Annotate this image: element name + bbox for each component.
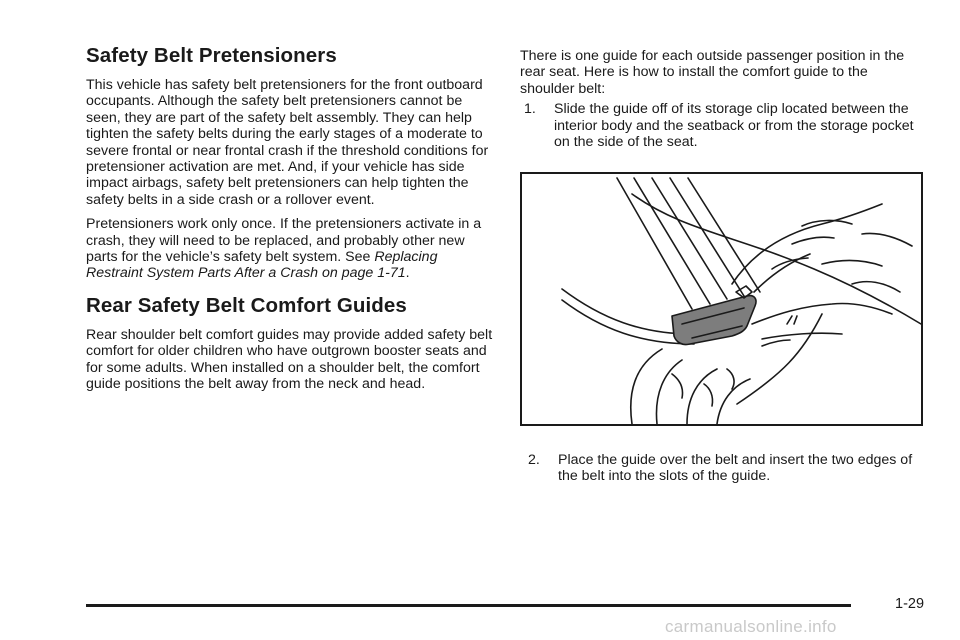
step-1 (524, 101, 924, 150)
step-number: 2. (528, 452, 540, 468)
page-number: 1-29 (895, 596, 925, 612)
comfort-guide-illustration (520, 172, 923, 426)
step-number: 1. (524, 101, 536, 118)
step-text: Place the guide over the belt and insert the two edges of the belt into the slots of the guide. (558, 452, 913, 485)
section-title-pretensioners: Safety Belt Pretensioners (86, 44, 337, 67)
paragraph-end: . (405, 265, 410, 282)
cross-reference-link[interactable]: Replacing Restraint System Parts After a Crash on page 1-71 (86, 249, 438, 282)
illustration-svg (522, 174, 921, 424)
install-steps-continued (524, 452, 924, 485)
step-2 (528, 452, 924, 485)
paragraph-guide-intro: There is one guide for each outside passenger position in the rear seat. Here is how to install the comfort guide to the shoulder belt: (520, 48, 905, 97)
step-2-block (524, 452, 924, 485)
paragraph-pretensioners: This vehicle has safety belt pretensioners for the front outboard occupants. Although the safety belt pretensioners cannot be seen, they are part of the safety belt assembly. They can help tighten the safety belts during the early stages of a moderate to severe frontal or near frontal crash if the threshold conditions for pretensioner activation are met. And, if your vehicle has side impact airbags, safety belt pretensioners can help tighten the safety belts in a side crash or a rollover event. (86, 77, 489, 208)
left-column (86, 44, 496, 401)
footer-rule (86, 604, 851, 607)
watermark: carmanualsonline.info (665, 617, 837, 636)
install-steps (520, 101, 924, 150)
right-column (520, 48, 924, 150)
paragraph-comfort-guides: Rear shoulder belt comfort guides may provide added safety belt comfort for older children who have outgrown booster seats and for some adults. When installed on a shoulder belt, the comfort guide positions the belt away from the neck and head. (86, 326, 493, 393)
paragraph-text: Pretensioners work only once. If the pretensioners activate in a crash, they will need to be replaced, and probably other new parts for the vehicle’s safety belt system. See (86, 216, 482, 266)
step-text: Slide the guide off of its storage clip located between the interior body and the seatback or from the storage pocket on the side of the seat. (554, 101, 914, 151)
paragraph-pretensioners-once (86, 216, 496, 282)
section-title-comfort-guides: Rear Safety Belt Comfort Guides (86, 293, 407, 317)
